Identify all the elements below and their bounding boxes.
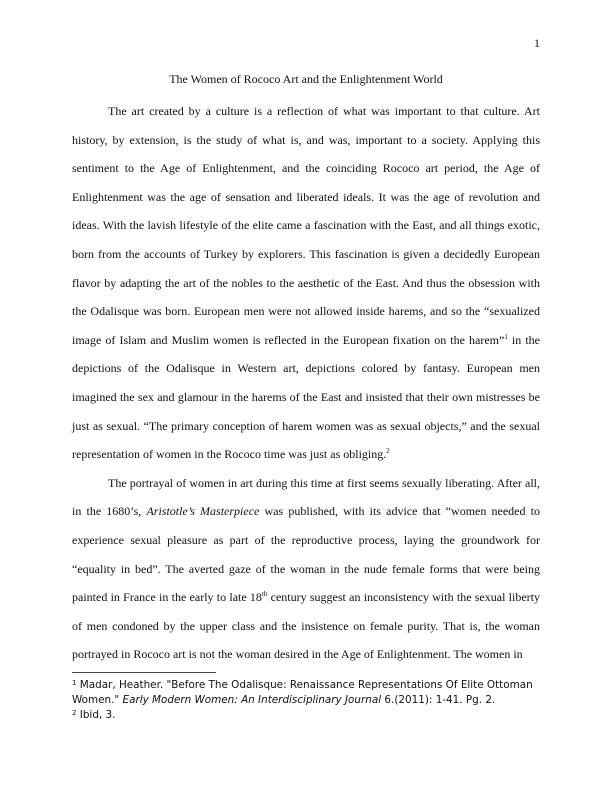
book-title: Aristotle’s Masterpiece <box>146 504 260 519</box>
footnote-1 <box>72 678 540 708</box>
footnote-1-marker: 1 <box>72 679 77 687</box>
body-text <box>72 97 540 669</box>
footnote-1-journal: Early Modern Women: An Interdisciplinary Journal <box>122 694 382 706</box>
paragraph-1-text-a: The art created by a culture is a reflection of what was important to that culture. Art history, by extension, is the study of what is, and was, important to a society. Applying this sentiment to the Age of Enlightenment, and the coinciding Rococo art period, the Age of Enlightenment was the age of sensation and liberated ideals. It was the age of revolution and ideas. With the lavish lifestyle of the elite came a fascination with the East, and all things exotic, born from the accounts of Turkey by explorers. This fascination is given a decidedly European flavor by adapting the art of the nobles to the aesthetic of the East. And thus the obsession with the Odalisque was born. European men were not allowed inside harems, and so the “sexualized image of Islam and Muslim women is reflected in the European fixation on the harem” <box>72 104 540 347</box>
footnote-2 <box>72 708 540 723</box>
footnote-ref-2[interactable]: 2 <box>386 447 390 456</box>
paragraph-2-text-c: century suggest an inconsistency with the sexual liberty of men condoned by the upper class and the insistence on female purity. That is, the woman portrayed in Rococo art is not the woman desired in the Age of Enlightenment. The women in <box>72 590 540 662</box>
footnote-ref-1[interactable]: 1 <box>504 332 508 341</box>
ordinal-suffix: th <box>261 590 268 599</box>
page-number: 1 <box>534 36 540 50</box>
paragraph-2 <box>72 469 540 669</box>
footnote-1-text-b: 6.(2011): 1-41. Pg. 2. <box>381 694 496 706</box>
footnote-1-text-a: Madar, Heather. "Before The Odalisque: Renaissance Representations Of Elite Ottoman Women." <box>72 679 533 706</box>
paragraph-2-text-b: was published, with its advice that “women needed to experience sexual pleasure as part of the reproductive process, laying the groundwork for “equality in bed”. The averted gaze of the woman in the nude female forms that were being painted in France in the early to late 18 <box>72 504 540 605</box>
footnote-2-text: Ibid, 3. <box>76 709 116 721</box>
document-title: The Women of Rococo Art and the Enlightenment World <box>169 72 443 86</box>
paragraph-1 <box>72 97 540 469</box>
footnotes <box>72 678 540 723</box>
footnote-separator <box>72 672 216 673</box>
paragraph-1-text-b: in the depictions of the Odalisque in Western art, depictions colored by fantasy. European men imagined the sex and glamour in the harems of the East and insisted that their own mistresses be just as sexual. “The primary conception of harem women was as sexual objects,” and the sexual representation of women in the Rococo time was just as obliging. <box>72 332 540 462</box>
paragraph-2-text-a: The portrayal of women in art during this time at first seems sexually liberating. After all, in the 1680’s, <box>72 475 540 519</box>
footnote-2-marker: 2 <box>72 709 77 717</box>
